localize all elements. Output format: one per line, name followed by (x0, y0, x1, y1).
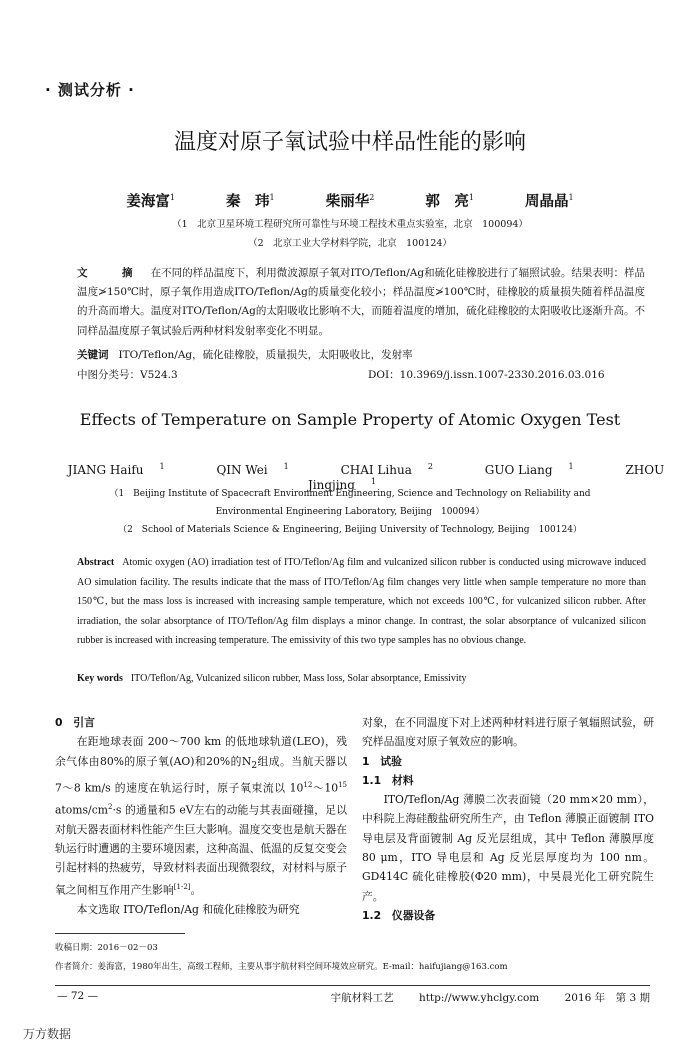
keywords-cn-text: ITO/Teflon/Ag，硫化硅橡胶，质量损失，太阳吸收比，发射率 (118, 349, 413, 361)
section-heading: 1 试验 (362, 754, 402, 768)
journal-issue: 2016 年 第 3 期 (564, 992, 650, 1004)
author-cn: 周晶晶$^1$ (525, 193, 574, 210)
received-date: 收稿日期：2016－02－03 (55, 943, 158, 953)
keywords-cn-label: 关键词 (77, 349, 109, 361)
page-title: 温度对原子氧试验中样品性能的影响 (173, 130, 526, 155)
abstract-en (77, 553, 646, 651)
affiliation-cn: （2 北京工业大学材料学院，北京 100124） (248, 238, 452, 249)
author-en: QIN Wei $^1$ (216, 462, 289, 477)
watermark: 万方数据 (23, 1027, 72, 1041)
author-en: ZHOU Jingjing $^1$ (307, 463, 665, 492)
keywords-en-label: Key words (77, 673, 123, 684)
author-en: CHAI Lihua $^2$ (340, 462, 433, 477)
abstract-cn (77, 264, 645, 341)
author-cn: 柴丽华$^2$ (325, 193, 375, 210)
section-heading: 0 引言 (55, 716, 95, 729)
page-footer (57, 990, 650, 1005)
abstract-cn-label: 文 摘 (77, 267, 145, 279)
footer-rule (55, 985, 650, 986)
left-column (55, 713, 347, 919)
author-cn: 郭 亮$^1$ (425, 193, 474, 210)
journal-url[interactable]: http://www.yhclgy.com (418, 992, 540, 1004)
journal-info (309, 990, 650, 1005)
author-en: JIANG Haifu $^1$ (67, 462, 165, 477)
footnote-rule (55, 933, 185, 934)
keywords-en (77, 669, 646, 689)
doi: DOI：10.3969/j.issn.1007-2330.2016.03.016 (368, 369, 605, 381)
affiliation-cn: （1 北京卫星环境工程研究所可靠性与环境工程技术重点实验室，北京 100094） (172, 219, 528, 230)
author-en: GUO Liang $^1$ (484, 462, 574, 477)
author-bio: 作者简介：姜海富，1980年出生，高级工程师，主要从事宇航材料空间环境效应研究。E-mail：haifujiang@163.com (55, 962, 508, 972)
paragraph: 在距地球表面 200～700 km 的低地球轨道(LEO)，残余气体由80%的原子氧(AO)和20%的$N_2$组成。当航天器以 7～8 km/s 的速度在轨运行时，原子氧束流以 $10^{12}\sim 10^{15}$ atoms/$cm^2\cdot s$ 的通量和5 eV左右的动能与其表面碰撞，足以对航天器表面材料性能产生巨大影响。温度交变也是航天器在轨运行时遭遇的主要环境因素，这种高温、低温的反复交变会引起材料的热疲劳，导致材料表面出现微裂纹，对材料与原子氧之间相互作用产生影响[1-2]。 (55, 735, 348, 897)
abstract-en-label: Abstract (77, 557, 115, 568)
abstract-en-text: Atomic oxygen (AO) irradiation test of ITO/Teflon/Ag film and vulcanized silicon rubber is conducted using microwave induced AO simulation facility. The results indicate that the mass of ITO/Teflon/Ag film changes very little when sample temperature no more than 150℃, but the mass loss is increased with increasing sample temperature, which not exceeds 100℃, for vulcanized silicon rubber. After irradiation, the solar absorptance of ITO/Teflon/Ag film displays a minor change. In contrast, the solar absorptance of vulcanized silicon rubber is increased with increasing temperature. The emissivity of this two type samples has no obvious change. (77, 557, 646, 646)
paragraph: 本文选取 ITO/Teflon/Ag 和硫化硅橡胶为研究 (76, 902, 300, 916)
affiliation-en: Environmental Engineering Laboratory, Beijing 100094） (215, 507, 485, 517)
paragraph: 对象，在不同温度下对上述两种材料进行原子氧辐照试验，研究样品温度对原子氧效应的影响。 (362, 716, 654, 749)
subsection-heading: 1.2 仪器设备 (362, 908, 436, 922)
page-number: — 72 — (57, 990, 99, 1002)
keywords-cn (77, 346, 645, 365)
right-column (362, 713, 654, 925)
authors-cn (0, 190, 700, 211)
journal-name: 宇航材料工艺 (330, 992, 394, 1004)
title-en: Effects of Temperature on Sample Property of Atomic Oxygen Test (79, 410, 621, 429)
author-cn: 秦 玮$^1$ (226, 193, 275, 210)
author-cn: 姜海富$^1$ (126, 193, 175, 210)
abstract-cn-text: 在不同的样品温度下，利用微波源原子氧对ITO/Teflon/Ag和硫化硅橡胶进行了辐照试验。结果表明：样品温度≯150℃时，原子氧作用造成ITO/Teflon/Ag的质量变化较小；样品温度≯100℃时，硅橡胶的质量损失随着样品温度的升高而增大。温度对ITO/Teflon/Ag的太阳吸收比影响不大，而随着温度的增加，硫化硅橡胶的太阳吸收比逐渐升高。不同样品温度原子氧试验后两种材料发射率变化不明显。 (77, 267, 645, 337)
subsection-heading: 1.1 材料 (362, 773, 414, 787)
affiliation-en: （2 School of Materials Science & Engineering, Beijing University of Technology, Beijing 100124） (118, 525, 582, 535)
section-tag: · 测试分析 · (45, 81, 135, 99)
clc-number: 中图分类号：V524.3 (77, 369, 178, 381)
affiliation-en: （1 Beijing Institute of Spacecraft Environment Engineering, Science and Technology on Reliability and (109, 489, 591, 499)
keywords-en-text: ITO/Teflon/Ag, Vulcanized silicon rubber, Mass loss, Solar absorptance, Emissivity (130, 673, 467, 684)
paragraph: ITO/Teflon/Ag 薄膜二次表面镜（20 mm×20 mm），中科院上海硅酸盐研究所生产，由 Teflon 薄膜正面镀制 ITO 导电层及背面镀制 Ag 反光层组成，其中 Teflon 薄膜厚度 80 μm，ITO 导电层和 Ag 反光层厚度均为 100 nm。GD414C 硫化硅橡胶(Φ20 mm)，中昊晨光化工研究院生产。 (362, 793, 654, 903)
